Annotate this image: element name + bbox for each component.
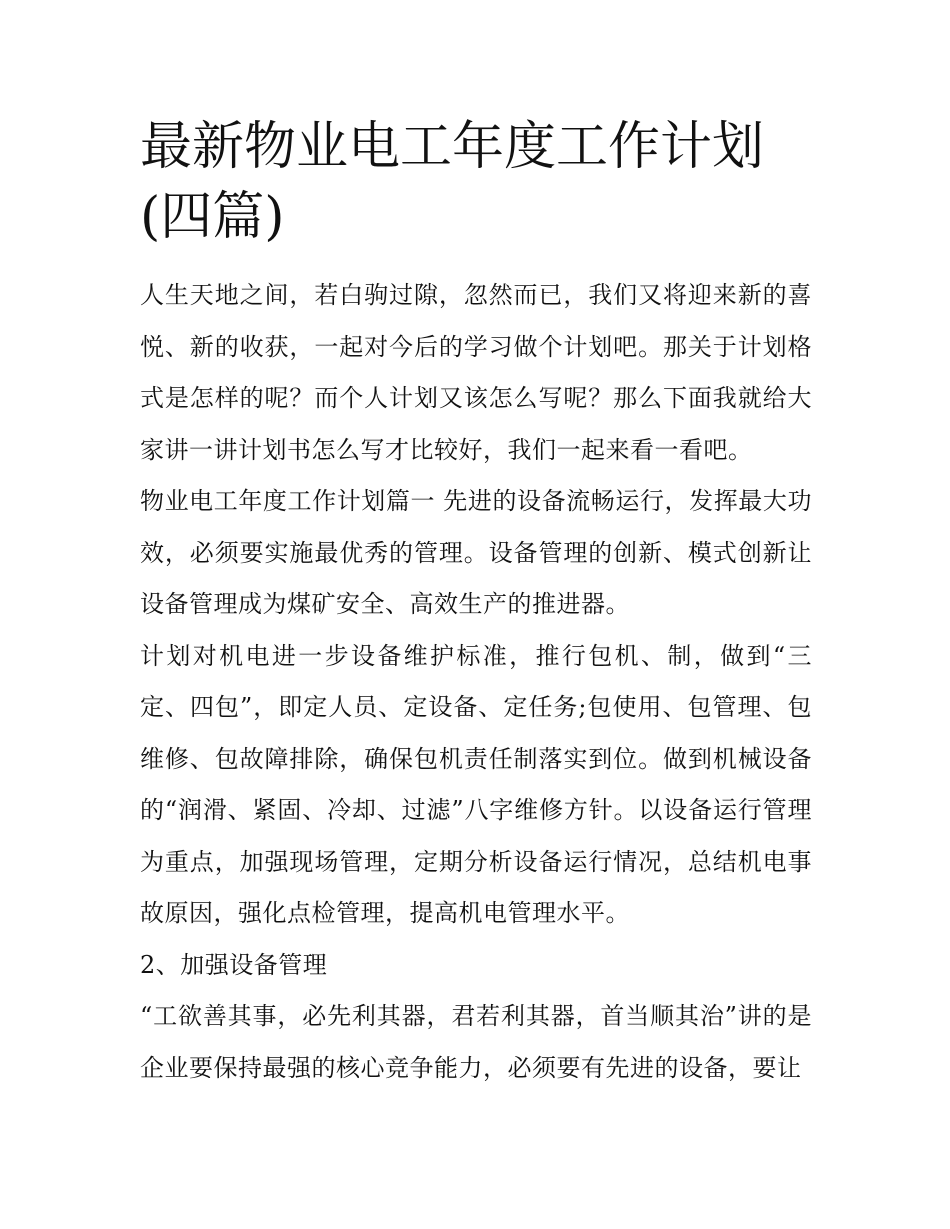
maintenance-standard-paragraph: 计划对机电进一步设备维护标准，推行包机、制，做到“三定、四包”，即定人员、定设备、定任务;包使用、包管理、包维修、包故障排除，确保包机责任制落实到位。做到机械设备的“润滑、紧固、冷却、过滤”八字维修方针。以设备运行管理为重点，加强现场管理，定期分析设备运行情况，总结机电事故原因，强化点检管理，提高机电管理水平。 <box>140 641 812 927</box>
equipment-quote-paragraph: “工欲善其事，必先利其器，君若利其器，首当顺其治”讲的是企业要保持最强的核心竞争能力，必须要有先进的设备，要让 <box>140 1002 812 1082</box>
intro-paragraph: 人生天地之间，若白驹过隙，忽然而已，我们又将迎来新的喜悦、新的收获，一起对今后的学习做个计划吧。那关于计划格式是怎样的呢？而个人计划又该怎么写呢？那么下面我就给大家讲一讲计划书怎么写才比较好，我们一起来看一看吧。 <box>140 281 812 464</box>
section-heading-equipment-management: 2、加强设备管理 <box>140 950 328 979</box>
plan-one-paragraph: 物业电工年度工作计划篇一 先进的设备流畅运行，发挥最大功效，必须要实施最优秀的管理。设备管理的创新、模式创新让设备管理成为煤矿安全、高效生产的推进器。 <box>140 487 812 618</box>
document-page <box>140 112 812 1094</box>
document-title: 最新物业电工年度工作计划(四篇) <box>140 117 765 247</box>
